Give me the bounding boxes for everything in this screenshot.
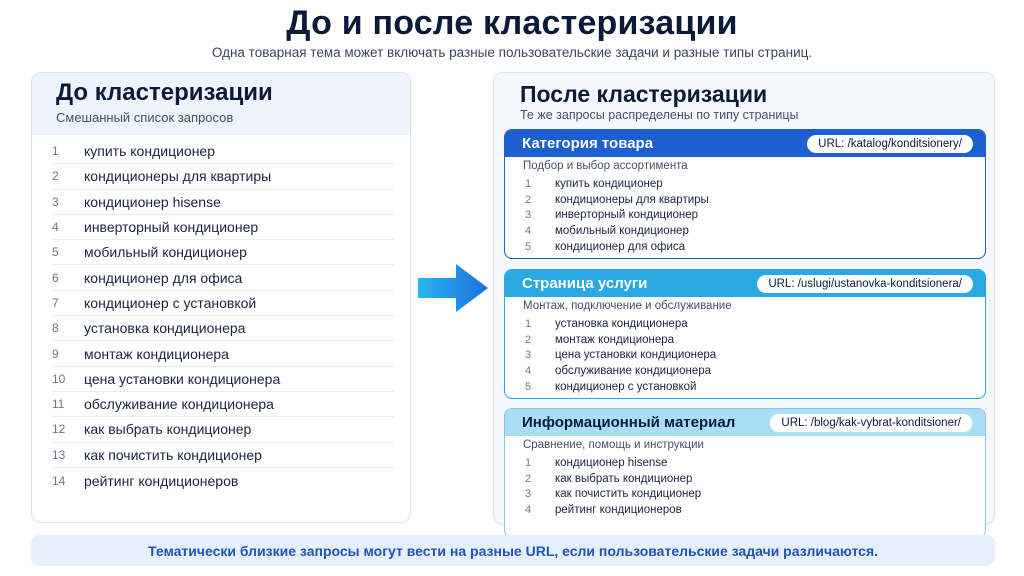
before-panel: [31, 72, 411, 523]
item-text: кондиционер hisense: [555, 456, 668, 469]
query-number: 11: [52, 397, 65, 412]
cluster-description: Сравнение, помощь и инструкции: [523, 439, 704, 451]
item-text: как почистить кондиционер: [555, 488, 702, 501]
list-item: [525, 316, 985, 332]
query-number: 10: [52, 371, 66, 386]
query-text: кондиционеры для квартиры: [84, 168, 272, 185]
before-title: До кластеризации: [56, 79, 273, 106]
query-item: [52, 291, 394, 316]
item-text: как выбрать кондиционер: [555, 472, 693, 485]
item-number: 1: [525, 456, 532, 469]
query-number: 5: [52, 245, 59, 260]
item-text: кондиционеры для квартиры: [555, 193, 709, 206]
query-item: [52, 392, 394, 417]
list-item: [525, 471, 985, 487]
item-number: 5: [525, 381, 532, 394]
query-number: 9: [52, 346, 59, 361]
before-subtitle: Смешанный список запросов: [56, 110, 234, 125]
query-item: [52, 265, 394, 290]
list-item: [525, 208, 985, 224]
item-text: кондиционер для офиса: [555, 241, 686, 254]
query-list: [32, 135, 410, 493]
url-badge: URL: /uslugi/ustanovka-konditsionera/: [757, 275, 973, 293]
item-text: цена установки кондиционера: [555, 349, 717, 362]
query-item: [52, 316, 394, 341]
list-item: [525, 363, 985, 379]
query-text: обслуживание кондиционера: [84, 396, 274, 413]
item-number: 5: [525, 241, 532, 254]
item-number: 3: [525, 488, 532, 501]
query-item: [52, 468, 394, 493]
item-number: 3: [525, 349, 532, 362]
query-text: монтаж кондиционера: [84, 345, 229, 362]
item-number: 1: [525, 317, 532, 330]
query-text: как почистить кондиционер: [84, 446, 262, 463]
url-badge: URL: /blog/kak-vybrat-konditsioner/: [769, 413, 973, 433]
before-panel-header: [32, 73, 410, 135]
query-text: установка кондиционера: [84, 320, 246, 337]
query-item: [52, 240, 394, 265]
query-number: 1: [52, 144, 59, 159]
cluster-header: [505, 409, 985, 436]
list-item: [525, 487, 985, 503]
item-text: мобильный кондиционер: [555, 225, 689, 238]
query-number: 4: [52, 220, 59, 235]
query-item: [52, 443, 394, 468]
list-item: [525, 502, 985, 518]
list-item: [525, 239, 985, 255]
list-item: [525, 223, 985, 239]
item-text: установка кондиционера: [555, 317, 688, 330]
item-text: купить кондиционер: [555, 177, 663, 190]
item-number: 2: [525, 193, 532, 206]
list-item: [525, 348, 985, 364]
cluster-title: Страница услуги: [522, 275, 648, 292]
footer-note: Тематически близкие запросы могут вести на разные URL, если пользовательские задачи различаются.: [31, 535, 995, 566]
page-title: До и после кластеризации: [286, 4, 738, 42]
query-number: 3: [52, 194, 59, 209]
list-item: [525, 379, 985, 395]
cluster-description: Монтаж, подключение и обслуживание: [523, 300, 732, 312]
cluster-title: Категория товара: [522, 135, 654, 152]
item-text: инверторный кондиционер: [555, 209, 699, 222]
query-text: цена установки кондиционера: [84, 370, 281, 387]
query-number: 7: [52, 295, 59, 310]
list-item: [525, 192, 985, 208]
query-item: [52, 164, 394, 189]
query-item: [52, 417, 394, 442]
cluster-query-list: [505, 314, 985, 395]
query-text: рейтинг кондиционеров: [84, 472, 239, 489]
query-item: [52, 367, 394, 392]
query-text: инверторный кондиционер: [84, 219, 259, 236]
cluster-query-list: [505, 174, 985, 255]
item-number: 4: [525, 365, 532, 378]
query-text: мобильный кондиционер: [84, 244, 247, 261]
item-text: рейтинг кондиционеров: [555, 504, 682, 517]
query-text: кондиционер для офиса: [84, 269, 243, 286]
query-item: [52, 215, 394, 240]
cluster-card-info: [504, 408, 986, 538]
cluster-card-category: [504, 129, 986, 259]
query-item: [52, 139, 394, 164]
cluster-title: Информационный материал: [522, 414, 736, 431]
cluster-query-list: [505, 453, 985, 518]
item-number: 3: [525, 209, 532, 222]
item-number: 4: [525, 504, 532, 517]
page-subtitle: Одна товарная тема может включать разные пользовательские задачи и разные типы страниц.: [211, 45, 813, 60]
item-text: монтаж кондиционера: [555, 333, 675, 346]
item-number: 2: [525, 472, 532, 485]
query-number: 2: [52, 169, 59, 184]
query-number: 12: [52, 422, 66, 437]
item-number: 2: [525, 333, 532, 346]
query-text: как выбрать кондиционер: [84, 421, 252, 438]
list-item: [525, 455, 985, 471]
query-number: 13: [52, 447, 66, 462]
query-number: 6: [52, 270, 59, 285]
after-subtitle: Те же запросы распределены по типу страницы: [520, 108, 799, 122]
cluster-header: [505, 130, 985, 157]
query-number: 14: [52, 473, 66, 488]
query-item: [52, 341, 394, 366]
after-title: После кластеризации: [520, 81, 768, 107]
item-text: кондиционер с установкой: [555, 381, 697, 394]
item-number: 1: [525, 177, 532, 190]
list-item: [525, 176, 985, 192]
list-item: [525, 332, 985, 348]
cluster-card-service: [504, 269, 986, 399]
cluster-header: [505, 270, 985, 297]
query-text: купить кондиционер: [84, 143, 215, 160]
after-panel: [493, 72, 995, 525]
item-number: 4: [525, 225, 532, 238]
query-number: 8: [52, 321, 59, 336]
item-text: обслуживание кондиционера: [555, 365, 712, 378]
query-text: кондиционер с установкой: [84, 294, 257, 311]
cluster-description: Подбор и выбор ассортимента: [523, 160, 688, 172]
right-arrow-icon: [418, 262, 488, 314]
query-item: [52, 190, 394, 215]
query-text: кондиционер hisense: [84, 193, 221, 210]
url-badge: URL: /katalog/konditsionery/: [807, 135, 973, 153]
